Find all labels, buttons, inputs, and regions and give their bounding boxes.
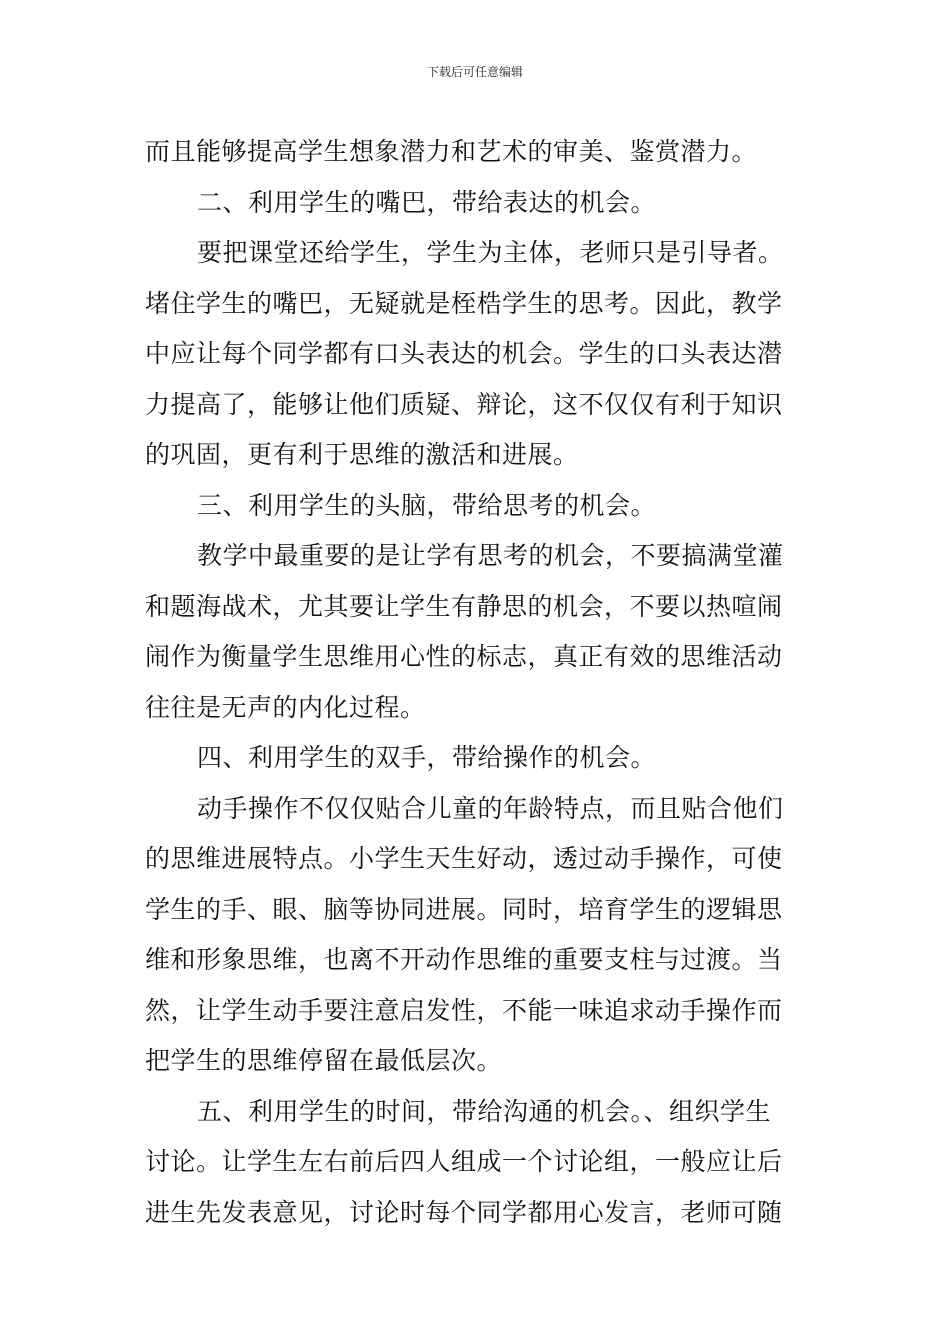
section-heading-4: 四、利用学生的双手，带给操作的机会。 bbox=[197, 743, 657, 772]
text-line: 的思维进展特点。小学生天生好动，透过动手操作，可使 bbox=[145, 844, 783, 873]
text-line: 要把课堂还给学生，学生为主体，老师只是引导者。 bbox=[197, 238, 784, 267]
document-body bbox=[145, 127, 805, 1238]
text-line: 闹作为衡量学生思维用心性的标志，真正有效的思维活动 bbox=[145, 642, 783, 671]
section-heading-3: 三、利用学生的头脑，带给思考的机会。 bbox=[197, 490, 657, 520]
text-line: 而且能够提高学生想象潜力和艺术的审美、鉴赏潜力。 bbox=[145, 137, 758, 166]
text-line: 维和形象思维，也离不开动作思维的重要支柱与过渡。当 bbox=[145, 945, 783, 974]
text-line: 和题海战术，尤其要让学生有静思的机会，不要以热喧闹 bbox=[145, 591, 783, 621]
text-line: 动手操作不仅仅贴合儿童的年龄特点，而且贴合他们 bbox=[197, 793, 784, 823]
page-header: 下载后可任意编辑 bbox=[426, 65, 523, 79]
section-heading-2: 二、利用学生的嘴巴，带给表达的机会。 bbox=[197, 187, 657, 217]
section-heading-5: 五、利用学生的时间，带给沟通的机会。、组织学生 bbox=[197, 1096, 772, 1126]
text-line: 往往是无声的内化过程。 bbox=[145, 692, 426, 722]
text-line: 力提高了，能够让他们质疑、辩论，这不仅仅有利于知识 bbox=[145, 389, 783, 419]
text-line: 学生的手、眼、脑等协同进展。同时，培育学生的逻辑思 bbox=[145, 894, 783, 924]
text-line: 教学中最重要的是让学有思考的机会，不要搞满堂灌 bbox=[197, 541, 784, 570]
text-line: 讨论。让学生左右前后四人组成一个讨论组，一般应让后 bbox=[145, 1147, 783, 1176]
text-line: 把学生的思维停留在最低层次。 bbox=[145, 1046, 503, 1075]
text-line: 然，让学生动手要注意启发性，不能一味追求动手操作而 bbox=[145, 995, 783, 1025]
text-line: 的巩固，更有利于思维的激活和进展。 bbox=[145, 440, 579, 469]
text-line: 中应让每个同学都有口头表达的机会。学生的口头表达潜 bbox=[145, 339, 783, 368]
text-line: 堵住学生的嘴巴，无疑就是桎梏学生的思考。因此，教学 bbox=[145, 288, 783, 318]
text-line: 进生先发表意见，讨论时每个同学都用心发言，老师可随 bbox=[145, 1197, 783, 1227]
